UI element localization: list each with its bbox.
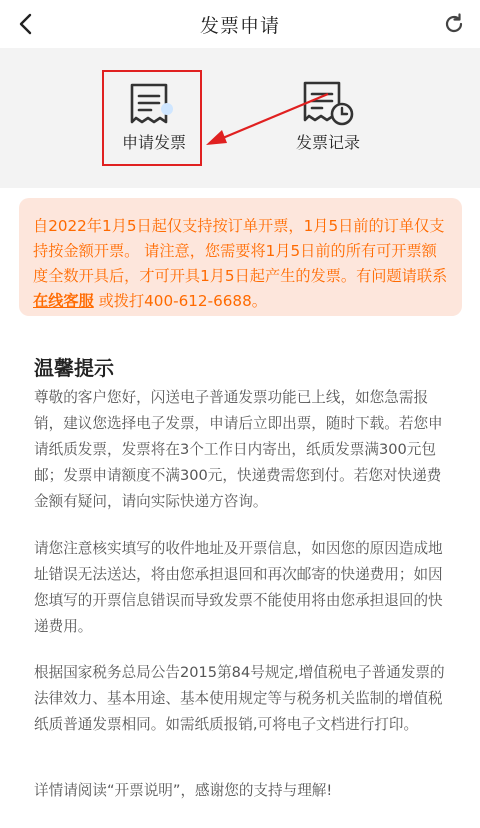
tips-paragraph: 尊敬的客户您好，闪送电子普通发票功能已上线，如您急需报销，建议您选择电子发票，申请后立即出票，随时下载。若您申请纸质发票，发票将在3个工作日内寄出，纸质发票满300元包邮；发票申请额度不满300元，快递费需您到付。若您对快递费金额有疑问，请向实际快递方咨询。: [34, 389, 443, 510]
refresh-button[interactable]: [436, 6, 472, 42]
tips-paragraph: 请您注意核实填写的收件地址及开票信息，如因您的原因造成地址错误无法送达，将由您承担退回和再次邮寄的快递费用；如因您填写的开票信息错误而导致发票不能使用将由您承担退回的快递费用。: [34, 540, 443, 635]
page-title: 发票申请: [199, 14, 280, 37]
tips-paragraph: 详情请阅读“开票说明”，感谢您的支持与理解!: [34, 782, 333, 799]
notice-banner: [19, 198, 462, 316]
top-bar: [0, 0, 480, 48]
chevron-left-icon: [16, 13, 36, 35]
invoice-actions-panel: [0, 48, 480, 188]
back-button[interactable]: [8, 6, 44, 42]
apply-invoice-label: 申请发票: [121, 133, 186, 152]
notice-text: 自2022年1月5日起仅支持按订单开票，1月5日前的订单仅支持按金额开票。 请注意，您需要将1月5日前的所有可开票额度全数开具后，才可开具1月5日起产生的发票。有问题请联系: [33, 217, 448, 285]
notice-phone-text: 或拨打400-612-6688。: [98, 292, 267, 310]
refresh-icon: [443, 13, 465, 35]
tips-title: 温馨提示: [34, 356, 114, 380]
apply-invoice-button[interactable]: [102, 70, 202, 166]
invoice-icon: [129, 82, 175, 128]
red-arrow-annotation: [200, 90, 340, 150]
online-service-link[interactable]: 在线客服: [33, 292, 94, 310]
tips-paragraph: 根据国家税务总局公告2015第84号规定,增值税电子普通发票的法律效力、基本用途、基本使用规定等与税务机关监制的增值税纸质普通发票相同。如需纸质报销,可将电子文档进行打印。: [34, 664, 445, 733]
invoice-records-label: 发票记录: [295, 133, 360, 152]
